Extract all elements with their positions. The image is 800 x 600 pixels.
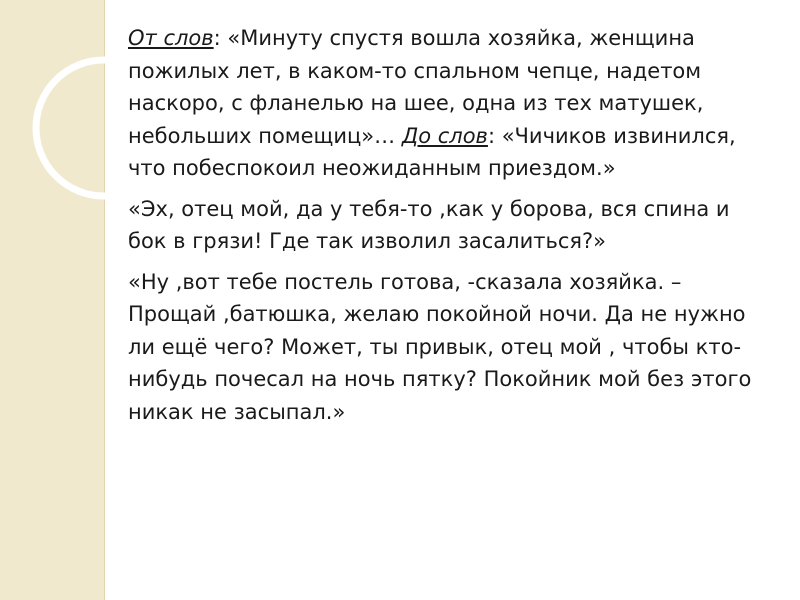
to-label: До слов [401, 123, 488, 148]
paragraph-3: «Ну ,вот тебе постель готова, -сказала хозяйка. – Прощай ,батюшка, желаю покойной ночи. Да не нужно ли ещё чего? Может, ты привык, отец мой , чтобы кто-нибудь почесал на ночь пятку? Покойник мой без этого никак не засыпал.» [128, 269, 752, 424]
paragraph-1-text-b: : «Чичиков извинился, что побеспокоил неожиданным приездом.» [128, 123, 736, 180]
from-label: От слов [128, 26, 214, 50]
paragraph-1-text-a: : «Минуту спустя вошла хозяйка, женщина пожилых лет, в каком-то спальном чепце, надетом наскоро, с фланелью на шее, одна из тех матушек, небольших помещиц»… [128, 26, 704, 148]
paragraph-1 [128, 22, 768, 185]
paragraph-2: «Эх, отец мой, да у тебя-то ,как у борова, вся спина и бок в грязи! Где так изволил засалиться?» [128, 196, 730, 253]
slide-text-body [128, 22, 768, 436]
